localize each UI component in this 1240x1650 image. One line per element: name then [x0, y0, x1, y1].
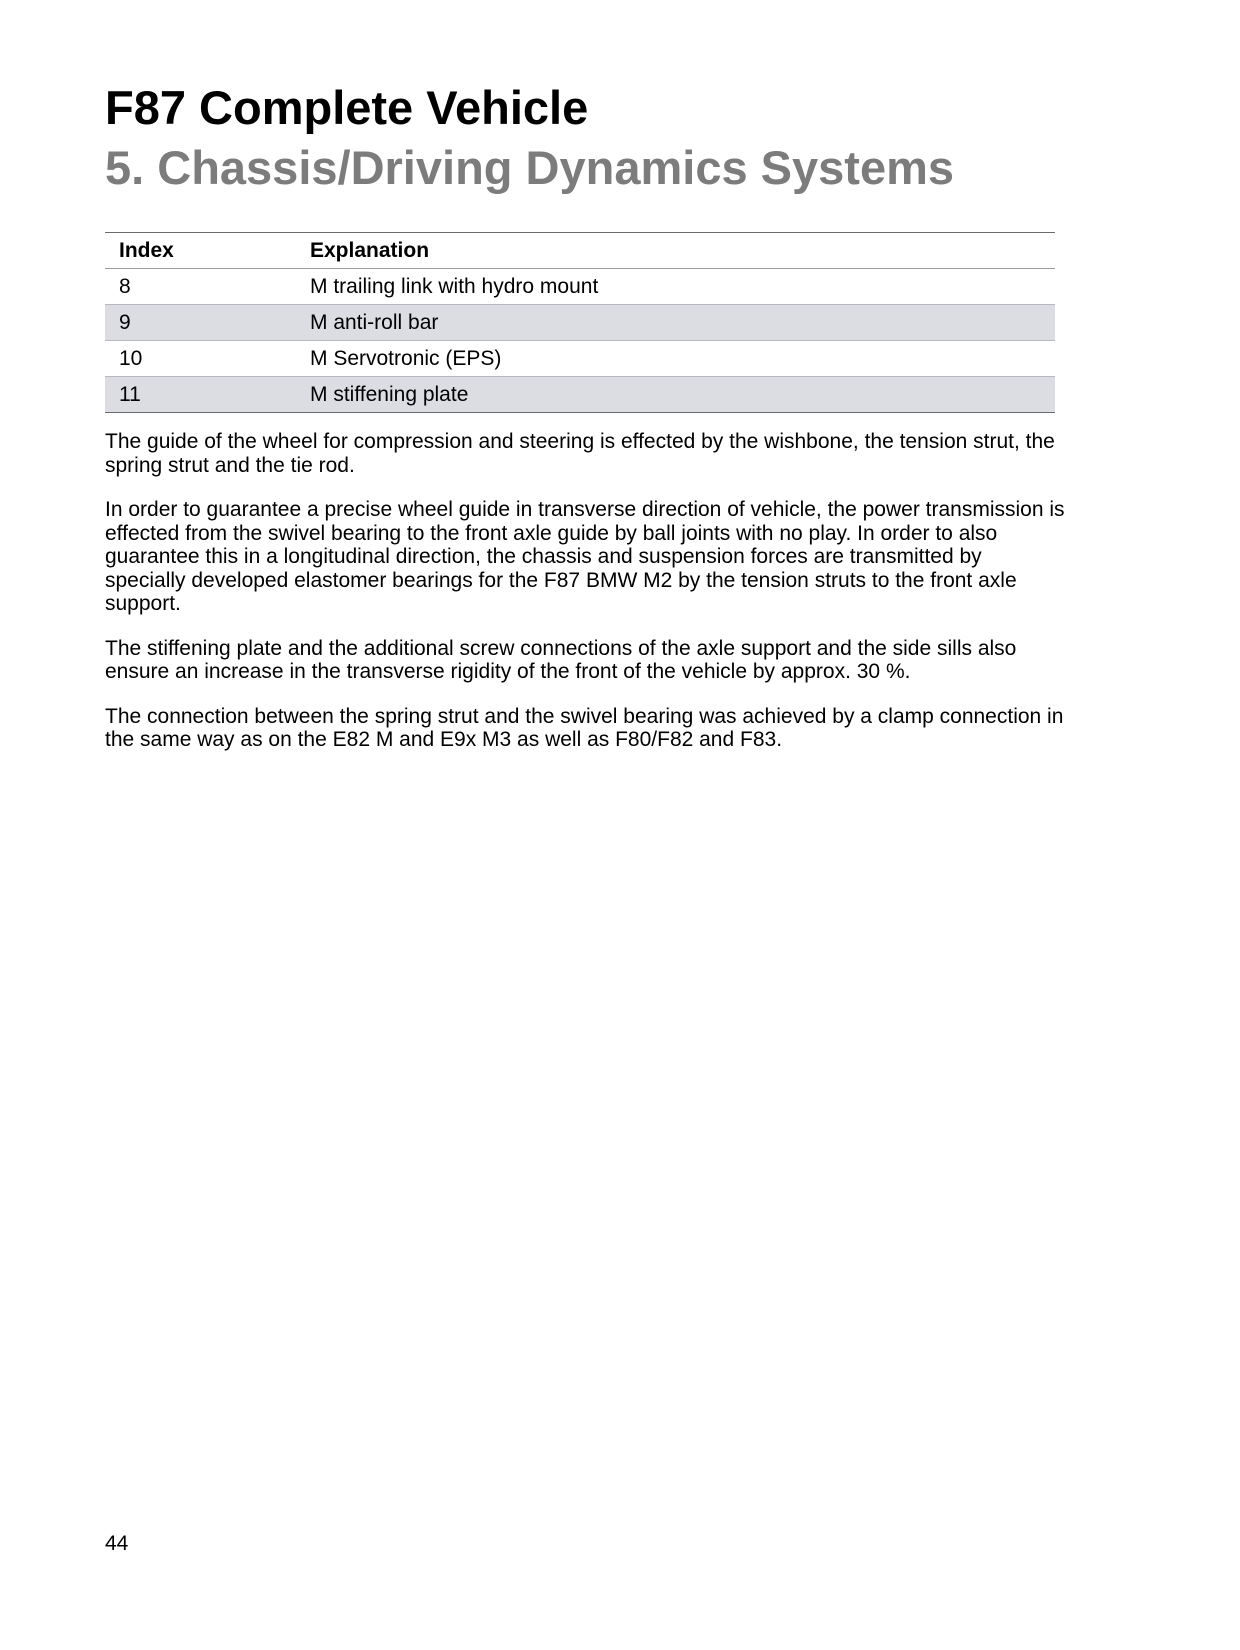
- table-cell-index: 8: [119, 275, 131, 298]
- table-row: [105, 341, 1055, 377]
- table-cell-explanation: M trailing link with hydro mount: [310, 275, 599, 298]
- table-header-row: [105, 233, 1055, 269]
- paragraph: The stiffening plate and the additional screw connections of the axle support and the side sills also ensure an increase in the transverse rigidity of the front of the vehicle by approx. 30 %.: [105, 636, 1017, 683]
- table-cell-explanation: M stiffening plate: [310, 383, 469, 406]
- table-row: [105, 305, 1055, 341]
- column-header-index: Index: [119, 239, 174, 262]
- paragraph: The guide of the wheel for compression and steering is effected by the wishbone, the tension strut, the spring strut and the tie rod.: [105, 430, 1055, 477]
- body-text: [105, 430, 1065, 773]
- table-cell-explanation: M anti-roll bar: [310, 311, 439, 334]
- index-table: [105, 232, 1055, 413]
- table-cell-index: 11: [119, 383, 141, 406]
- paragraph: The connection between the spring strut and the swivel bearing was achieved by a clamp connection in the same way as on the E82 M and E9x M3 as well as F80/F82 and F83.: [105, 704, 1064, 751]
- table-cell-index: 10: [119, 347, 143, 370]
- table-cell-index: 9: [119, 311, 131, 334]
- paragraph: In order to guarantee a precise wheel guide in transverse direction of vehicle, the power transmission is effected from the swivel bearing to the front axle guide by ball joints with no play. In order to also guarantee this in a longitudinal direction, the chassis and suspension forces are transmitted by specially developed elastomer bearings for the F87 BMW M2 by the tension struts to the front axle support.: [105, 498, 1065, 615]
- table-cell-explanation: M Servotronic (EPS): [310, 347, 502, 370]
- column-header-explanation: Explanation: [310, 239, 430, 262]
- section-title: 5. Chassis/Driving Dynamics Systems: [105, 141, 955, 194]
- page-number: 44: [105, 1532, 129, 1555]
- table-row: [105, 377, 1055, 413]
- table-row: [105, 269, 1055, 305]
- page-title: F87 Complete Vehicle: [105, 81, 589, 134]
